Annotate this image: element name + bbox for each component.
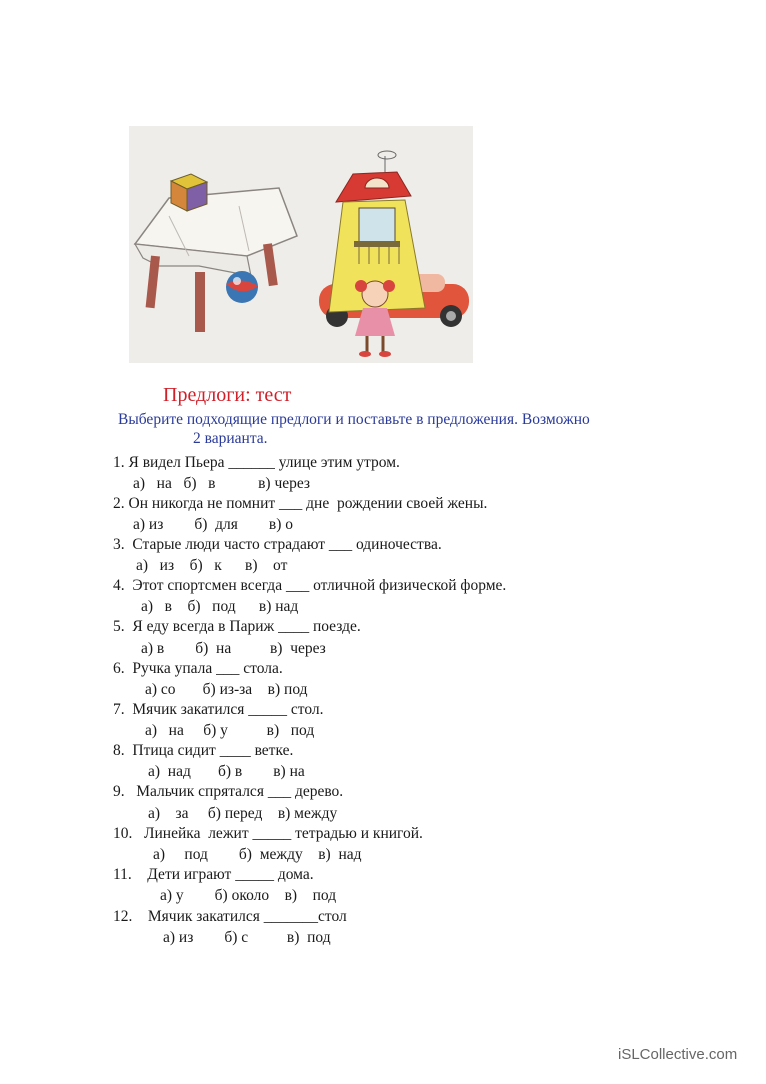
question-11: 11. Дети играют _____ дома. — [113, 866, 314, 883]
question-3: 3. Старые люди часто страдают ___ одиночества. — [113, 536, 442, 553]
question-8: 8. Птица сидит ____ ветке. — [113, 742, 294, 759]
question-7: 7. Мячик закатился _____ стол. — [113, 701, 324, 718]
question-5: 5. Я еду всегда в Париж ____ поезде. — [113, 618, 361, 635]
question-10: 10. Линейка лежит _____ тетрадью и книгой. — [113, 825, 423, 842]
question-12: 12. Мячик закатился _______стол — [113, 908, 347, 925]
options-5: а) в б) на в) через — [141, 640, 326, 657]
options-1: а) на б) в в) через — [133, 475, 311, 492]
question-2: 2. Он никогда не помнит ___ дне рождении своей жены. — [113, 495, 488, 512]
options-10: а) под б) между в) над — [153, 846, 362, 863]
options-7: а) на б) у в) под — [145, 722, 315, 739]
options-4: а) в б) под в) над — [141, 598, 299, 615]
options-12: а) из б) с в) под — [163, 929, 331, 946]
question-6: 6. Ручка упала ___ стола. — [113, 660, 283, 677]
instruction-line-1: Выберите подходящие предлоги и поставьте в предложения. Возможно — [118, 411, 590, 428]
watermark: iSLCollective.com — [618, 1046, 738, 1063]
illustration — [129, 126, 473, 363]
page-title: Предлоги: тест — [163, 384, 292, 406]
question-4: 4. Этот спортсмен всегда ___ отличной физической форме. — [113, 577, 507, 594]
options-8: а) над б) в в) на — [148, 763, 305, 780]
question-1: 1. Я видел Пьера ______ улице этим утром. — [113, 454, 400, 471]
options-9: а) за б) перед в) между — [148, 805, 338, 822]
question-9: 9. Мальчик спрятался ___ дерево. — [113, 783, 344, 800]
options-11: а) у б) около в) под — [160, 887, 337, 904]
options-2: а) из б) для в) о — [133, 516, 293, 533]
instruction-line-2: 2 варианта. — [193, 430, 268, 447]
options-6: а) со б) из-за в) под — [145, 681, 308, 698]
options-3: а) из б) к в) от — [136, 557, 288, 574]
